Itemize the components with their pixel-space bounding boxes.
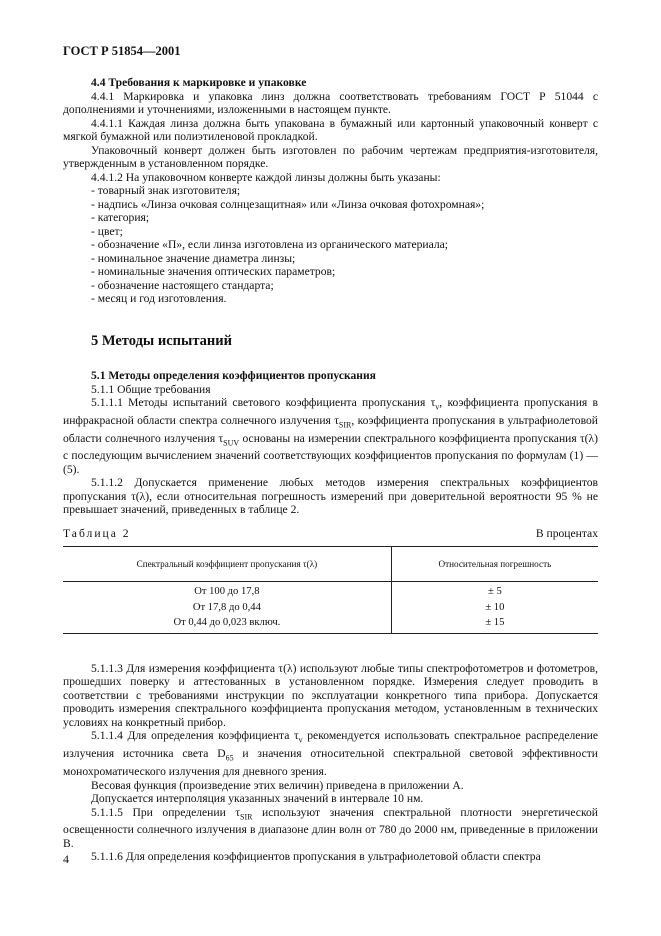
list-item: - обозначение «П», если линза изготовлена из органического материала; — [91, 238, 449, 251]
list-item: - категория; — [91, 211, 150, 224]
list-item: - обозначение настоящего стандарта; — [91, 278, 274, 292]
page-header: ГОСТ Р 51854—2001 — [63, 44, 181, 58]
list-item: - надпись «Линза очковая солнцезащитная» или «Линза очковая фотохромная»; — [91, 197, 485, 211]
list-item: - номинальные значения оптических параметров; — [91, 265, 336, 278]
paragraph-5-1-1: 5.1.1 Общие требования — [91, 382, 211, 396]
table-cell: ± 15 — [391, 615, 598, 633]
section-5-1-heading: 5.1 Методы определения коэффициентов пропускания — [91, 369, 376, 382]
paragraph-4-4-1: 4.4.1 Маркировка и упаковка линз должна соответствовать требованиям ГОСТ Р 51044 с дополнениями и уточнениями, изложенными в настоящем пункте. — [63, 89, 598, 116]
paragraph-4-4-1-2: 4.4.1.2 На упаковочном конверте каждой линзы должны быть указаны: — [91, 170, 441, 184]
paragraph-5-1-1-5: 5.1.1.5 При определении $\tau_{SIR}$ используют значения спектральной плотности энергетической освещенности солнечного излучения в диапазоне длин волн от 780 до 2000 нм, приведенные в приложении В. — [63, 805, 598, 850]
paragraph-5-1-1-4: 5.1.1.4 Для определения коэффициента $\tau_v$ рекомендуется использовать спектральное распределение излучения источника света $D_{65}$ и значения относительной спектральной световой эффективности монохроматического излучения для дневного зрения. — [63, 729, 598, 779]
section-5-heading: 5 Методы испытаний — [91, 332, 232, 349]
table-header-error: Относительная погрешность — [391, 547, 598, 582]
table-cell: ± 10 — [485, 601, 505, 613]
paragraph-5-1-1-6: 5.1.1.6 Для определения коэффициентов пропускания в ультрафиолетовой области спектра — [91, 850, 541, 864]
table-row — [63, 600, 598, 616]
table-cell: От 100 до 17,8 — [63, 582, 391, 600]
list-item: - товарный знак изготовителя; — [91, 184, 241, 197]
page-content — [63, 76, 598, 864]
table-2 — [63, 546, 598, 634]
page-number: 4 — [63, 852, 69, 866]
table-cell: От 17,8 до 0,44 — [63, 600, 391, 616]
paragraph-interpolation: Допускается интерполяция указанных значений в интервале 10 нм. — [91, 792, 424, 806]
paragraph-4-4-1-1: 4.4.1.1 Каждая линза должна быть упакована в бумажный или картонный упаковочный конверт с мягкой бумажной или полиэтиленовой прокладкой. — [63, 116, 598, 143]
table-header-coefficient: Спектральный коэффициент пропускания τ(λ) — [63, 547, 391, 582]
paragraph-weight-function: Весовая функция (произведение этих величин) приведена в приложении А. — [91, 778, 464, 792]
table-cell: ± 5 — [488, 586, 502, 598]
list-item: - месяц и год изготовления. — [91, 292, 227, 305]
paragraph-5-1-1-3: 5.1.1.3 Для измерения коэффициента τ(λ) используют любые типы спектрофотометров и фотометров, прошедших поверку и аттестованных в установленном порядке. Измерения следует проводить в соответствии с требованиями инструкции по эксплуатации конкретного типа прибора. Допускается проводить измерения спектрального коэффициента пропускания методом, установленным в технических условиях на конкретный прибор. — [63, 661, 598, 729]
list-item: - номинальное значение диаметра линзы; — [91, 251, 296, 265]
paragraph-envelope: Упаковочный конверт должен быть изготовлен по рабочим чертежам предприятия-изготовителя, утвержденным в установленном порядке. — [63, 143, 598, 170]
table-unit: В процентах — [535, 526, 598, 540]
table-caption-row — [63, 527, 598, 541]
table-caption: Таблица 2 — [63, 526, 131, 540]
list-item: - цвет; — [91, 224, 123, 238]
table-row — [63, 615, 598, 633]
table-row — [63, 582, 598, 600]
section-4-4-heading: 4.4 Требования к маркировке и упаковке — [91, 76, 307, 89]
paragraph-5-1-1-1: 5.1.1.1 Методы испытаний светового коэффициента пропускания $\tau_v$, коэффициента пропускания в инфракрасной области спектра солнечного излучения $\tau_{SIR}$, коэффициента пропускания в ультрафиолетовой области солнечного излучения $\tau_{SUV}$ основаны на измерении спектрального коэффициента пропускания τ(λ) с последующим вычислением значений соответствующих коэффициентов пропускания по формулам (1) — (5). — [63, 396, 598, 476]
paragraph-5-1-1-2: 5.1.1.2 Допускается применение любых методов измерения спектральных коэффициентов пропускания τ(λ), если относительная погрешность измерений при доверительной вероятности 95 % не превышает значений, приведенных в таблице 2. — [63, 476, 598, 517]
table-cell: От 0,44 до 0,023 включ. — [63, 615, 391, 633]
